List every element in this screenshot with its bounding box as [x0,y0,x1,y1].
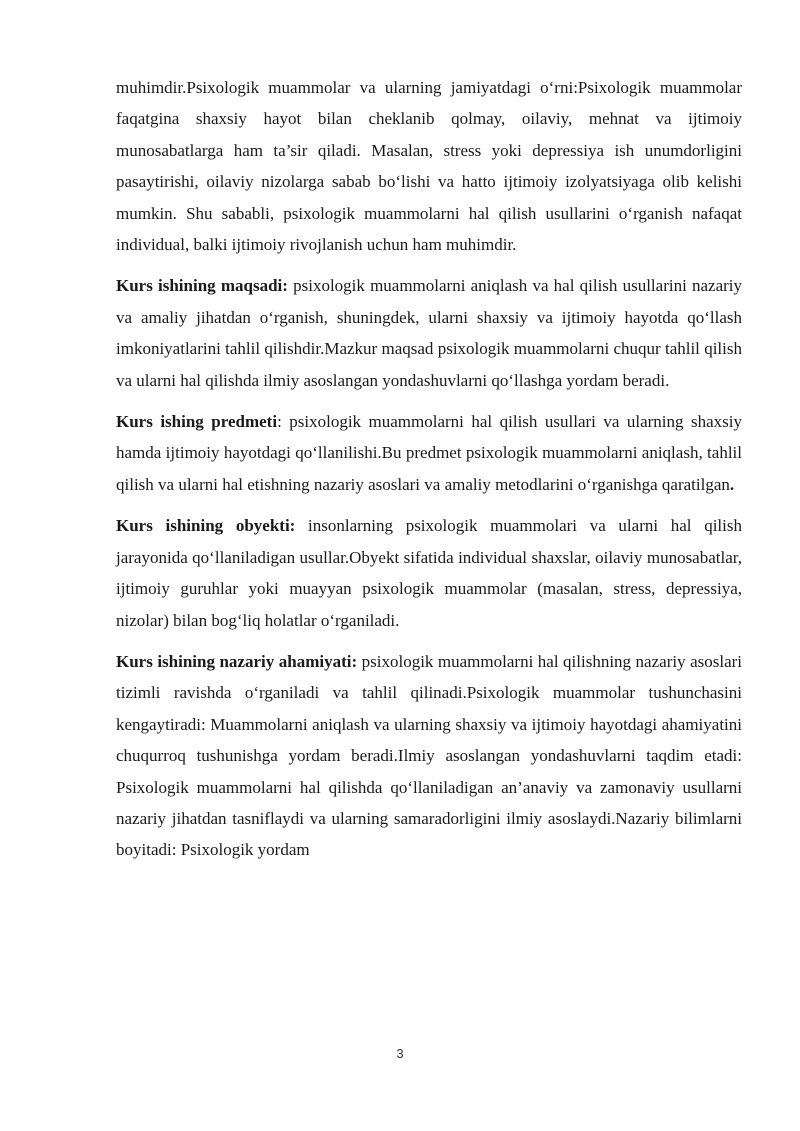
maqsad-paragraph [116,270,742,396]
predmet-paragraph [116,406,742,500]
intro-paragraph [116,72,742,260]
page-number: 3 [396,1046,404,1061]
document-body [116,72,742,876]
predmet-end-punct: . [729,474,735,494]
predmet-label: Kurs ishing predmeti [116,412,278,432]
intro-text: muhimdir.Psixologik muammolar va ularning jamiyatdagi o‘rni:Psixologik muammolar faqatgina shaxsiy hayot bilan cheklanib qolmay, oilaviy, mehnat va ijtimoiy munosabatlarga ham ta’sir qiladi. Masalan, stress yoki depressiya ish unumdorligini pasaytirishi, oilaviy nizolarga sabab bo‘lishi va hatto ijtimoiy izolyatsiyaga olib kelishi mumkin. Shu sababli, psixologik muammolarni hal qilish usullarini o‘rganish nafaqat individual, balki ijtimoiy rivojlanish uchun ham muhimdir. [116,78,742,255]
maqsad-label: Kurs ishining maqsadi: [116,276,288,296]
maqsad-text: psixologik muammolarni aniqlash va hal qilish usullarini nazariy va amaliy jihatdan o‘rganish, shuningdek, ularni shaxsiy va ijtimoiy hayotda qo‘llash imkoniyatlarini tahlil qilishdir.Mazkur maqsad psixologik muammolarni chuqur tahlil qilish va ularni hal qilishda ilmiy asoslangan yondashuvlarni qo‘llashga yordam beradi. [116,276,742,390]
obyekt-paragraph [116,510,742,636]
ahamiyat-paragraph [116,646,742,866]
ahamiyat-text: psixologik muammolarni hal qilishning nazariy asoslari tizimli ravishda o‘rganiladi va tahlil qilinadi.Psixologik muammolar tushunchasini kengaytiradi: Muammolarni aniqlash va ularning shaxsiy va ijtimoiy hayotdagi ahamiyatini chuqurroq tushunishga yordam beradi.Ilmiy asoslangan yondashuvlarni taqdim etadi: Psixologik muammolarni hal qilishda qo‘llaniladigan an’anaviy va zamonaviy usullarni nazariy jihatdan tasniflaydi va ularning samaradorligini ilmiy asoslaydi.Nazariy bilimlarni boyitadi: Psixologik yordam [116,651,742,860]
ahamiyat-label: Kurs ishining nazariy ahamiyati: [116,651,358,671]
obyekt-label: Kurs ishining obyekti: [116,516,296,536]
obyekt-text: insonlarning psixologik muammolari va ularni hal qilish jarayonida qo‘llaniladigan usullar.Obyekt sifatida individual shaxslar, oilaviy munosabatlar, ijtimoiy guruhlar yoki muayyan psixologik muammolar (masalan, stress, depressiya, nizolar) bilan bog‘liq holatlar o‘rganiladi. [116,516,742,630]
predmet-text: : psixologik muammolarni hal qilish usullari va ularning shaxsiy hamda ijtimoiy hayotdagi qo‘llanilishi.Bu predmet psixologik muammolarni aniqlash, tahlil qilish va ularni hal etishning nazariy asoslari va amaliy metodlarini o‘rganishga qaratilgan [116,412,743,494]
